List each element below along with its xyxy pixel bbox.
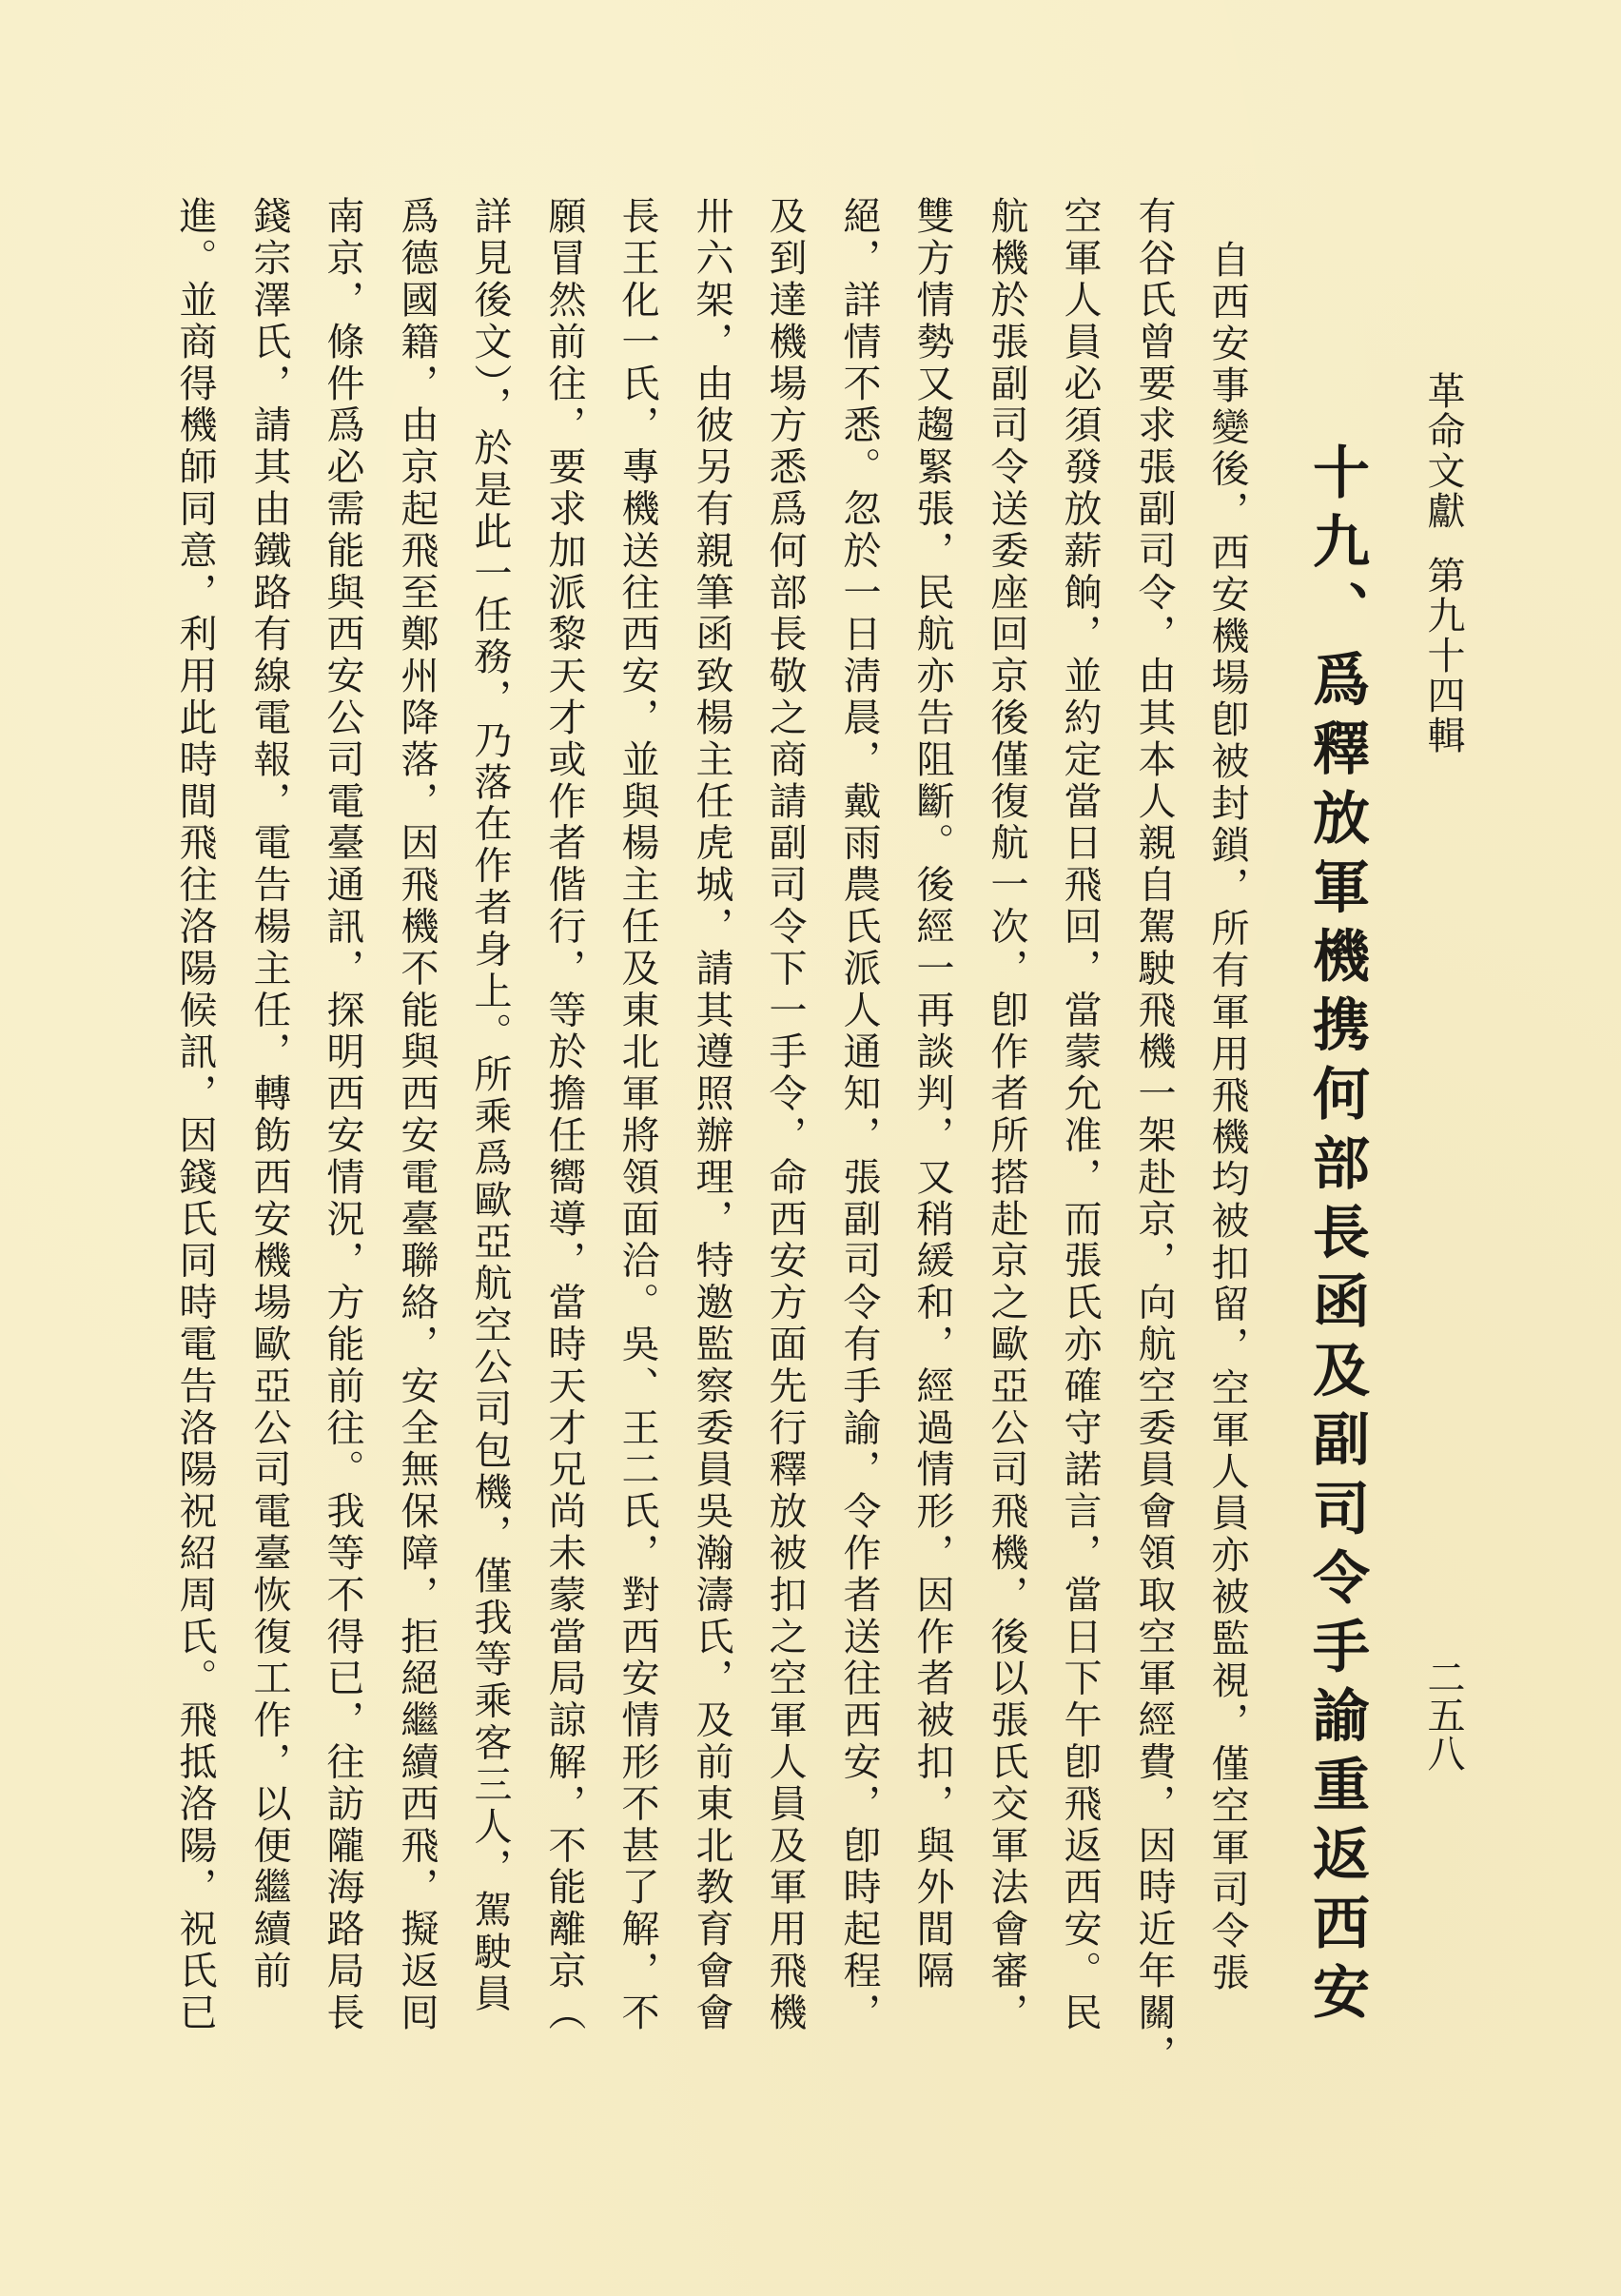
body-column-4: 航機於張副司令送委座回京後僅復航一次，卽作者所搭赴京之歐亞公司飛機，後以張氏交軍法會審， (985, 196, 1028, 2034)
body-column-13: 南京，條件爲必需能與西安公司電臺通訊，探明西安情況，方能前往。我等不得已，往訪隴海路局長 (321, 196, 364, 2034)
body-column-6: 絕，詳情不悉。忽於一日淸晨，戴雨農氏派人通知，張副司令有手諭，令作者送往西安，卽時起程， (837, 196, 881, 2034)
body-column-12: 爲德國籍，由京起飛至鄭州降落，因飛機不能與西安電臺聯絡，安全無保障，拒絕繼續西飛，擬返囘 (395, 196, 439, 2034)
body-column-8: 卅六架，由彼另有親筆函致楊主任虎城，請其遵照辦理，特邀監察委員吳瀚濤氏，及前東北教育會會 (690, 196, 733, 2034)
body-column-15: 進。並商得機師同意，利用此時間飛往洛陽候訊，因錢氏同時電告洛陽祝紹周氏。飛抵洛陽，祝氏已 (173, 196, 217, 2034)
body-column-9: 長王化一氏，專機送往西安，並與楊主任及東北軍將領面洽。吳、王二氏，對西安情形不甚了解，不 (615, 196, 659, 2034)
running-header (1422, 371, 1464, 756)
body-column-7: 及到達機場方悉爲何部長敬之商請副司令下一手令，命西安方面先行釋放被扣之空軍人員及軍用飛機 (763, 196, 807, 2034)
chapter-title: 十九、爲釋放軍機携何部長函及副司令手諭重返西安 (1303, 442, 1370, 2031)
body-column-2: 有谷氏曾要求張副司令，由其本人親自駕駛飛機一架赴京，向航空委員會領取空軍經費，因時近年關， (1132, 196, 1176, 2076)
body-column-3: 空軍人員必須發放薪餉，並約定當日飛回，當蒙允准，而張氏亦確守諾言，當日下午卽飛返西安。民 (1058, 196, 1102, 2034)
page-number: 二五八 (1421, 1658, 1465, 1772)
volume-number: 第九十四輯 (1421, 556, 1465, 756)
publication-title: 革命文獻 (1421, 371, 1465, 531)
body-column-10: 願冒然前往，要求加派黎天才或作者偕行，等於擔任嚮導，當時天才兄尚未蒙當局諒解，不能離京（ (542, 196, 586, 2034)
body-column-1: 自西安事變後，西安機場卽被封鎖，所有軍用飛機均被扣留，空軍人員亦被監視，僅空軍司令張 (1205, 240, 1249, 1994)
body-column-11: 詳見後文），於是此一任務，乃落在作者身上。所乘爲歐亞航空公司包機，僅我等乘客三人，駕駛員 (468, 196, 512, 2015)
body-column-5: 雙方情勢又趨緊張，民航亦告阻斷。後經一再談判，又稍緩和，經過情形，因作者被扣，與外間隔 (910, 196, 954, 1992)
body-column-14: 錢宗澤氏，請其由鐵路有線電報，電告楊主任，轉飭西安機場歐亞公司電臺恢復工作，以便繼續前 (247, 196, 291, 1992)
